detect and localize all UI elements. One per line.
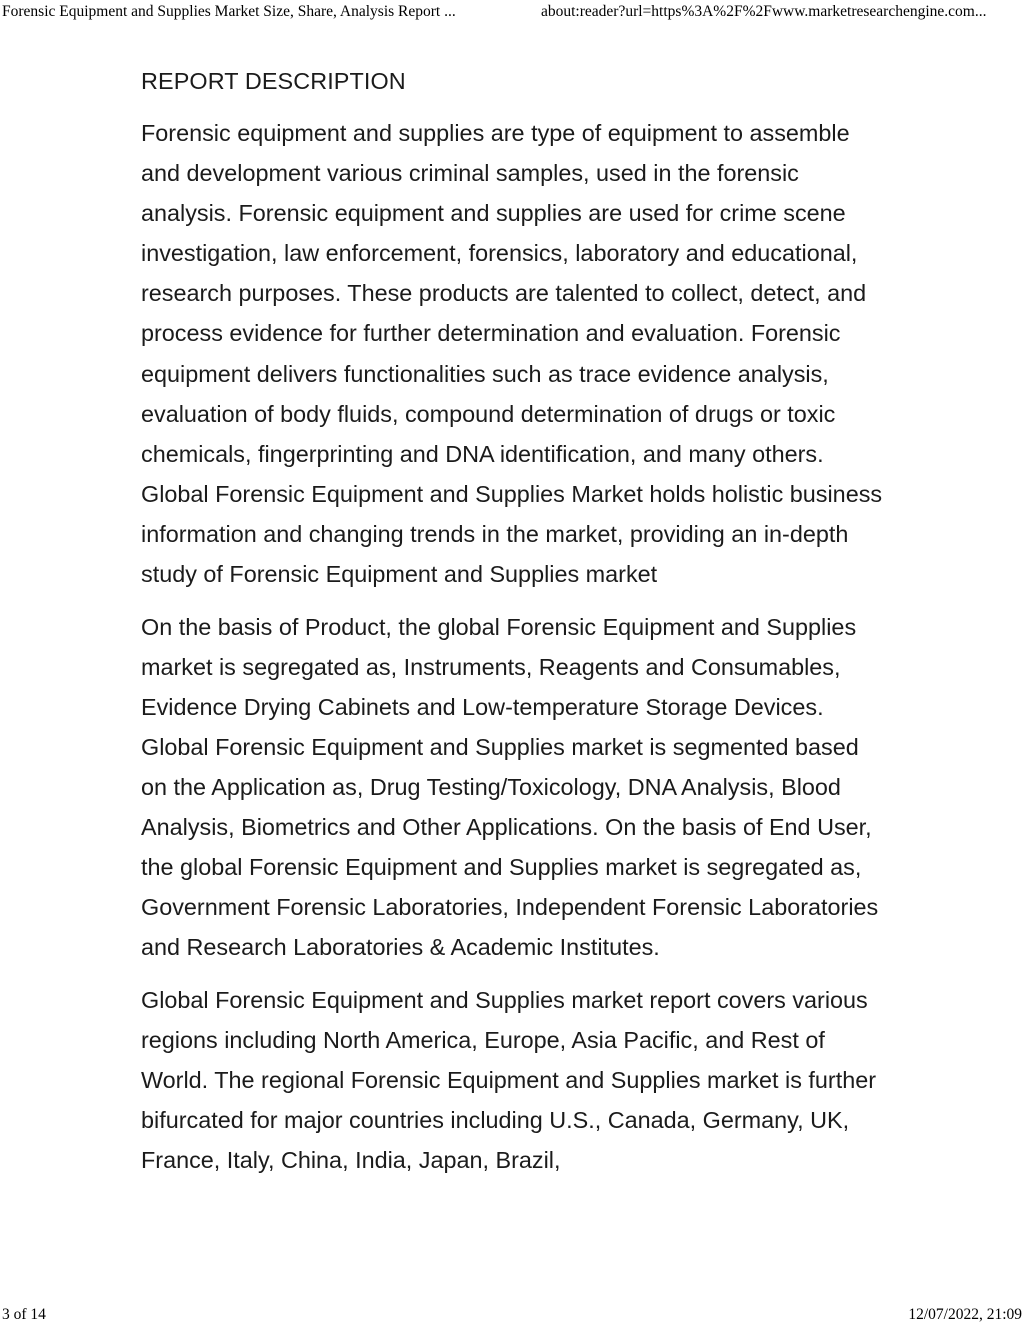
article-paragraph-2: On the basis of Product, the global Forensic Equipment and Supplies market is segregated as, Instruments, Reagents and Consumables, Evidence Drying Cabinets and Low-temperature Storage Devices. Global Forensic Equipment and Supplies market is segmented based on the Application as, Drug Testing/Toxicology, DNA Analysis, Blood Analysis, Biometrics and Other Applications. On the basis of End User, the global Forensic Equipment and Supplies market is segregated as, Government Forensic Laboratories, Independent Forensic Laboratories and Research Laboratories & Academic Institutes. bbox=[141, 613, 879, 961]
article-paragraph-3: Global Forensic Equipment and Supplies market report covers various regions including North America, Europe, Asia Pacific, and Rest of World. The regional Forensic Equipment and Supplies market is further bifurcated for major countries including U.S., Canada, Germany, UK, France, Italy, China, India, Japan, Brazil, bbox=[141, 986, 877, 1174]
print-header bbox=[0, 0, 1024, 24]
section-heading: REPORT DESCRIPTION bbox=[141, 68, 406, 94]
page-url[interactable]: about:reader?url=https%3A%2F%2Fwww.marketresearchengine.com... bbox=[541, 3, 987, 20]
print-footer bbox=[0, 1305, 1024, 1325]
page-title: Forensic Equipment and Supplies Market Size, Share, Analysis Report ... bbox=[2, 3, 456, 20]
article-paragraph-1: Forensic equipment and supplies are type of equipment to assemble and development various criminal samples, used in the forensic analysis. Forensic equipment and supplies are used for crime scene investigation, law enforcement, forensics, laboratory and educational, research purposes. These products are talented to collect, detect, and process evidence for further determination and evaluation. Forensic equipment delivers functionalities such as trace evidence analysis, evaluation of body fluids, compound determination of drugs or toxic chemicals, fingerprinting and DNA identification, and many others. Global Forensic Equipment and Supplies Market holds holistic business information and changing trends in the market, providing an in-depth study of Forensic Equipment and Supplies market bbox=[141, 120, 883, 588]
print-timestamp: 12/07/2022, 21:09 bbox=[908, 1306, 1022, 1323]
page-number: 3 of 14 bbox=[2, 1306, 46, 1323]
reader-article bbox=[141, 61, 886, 1193]
